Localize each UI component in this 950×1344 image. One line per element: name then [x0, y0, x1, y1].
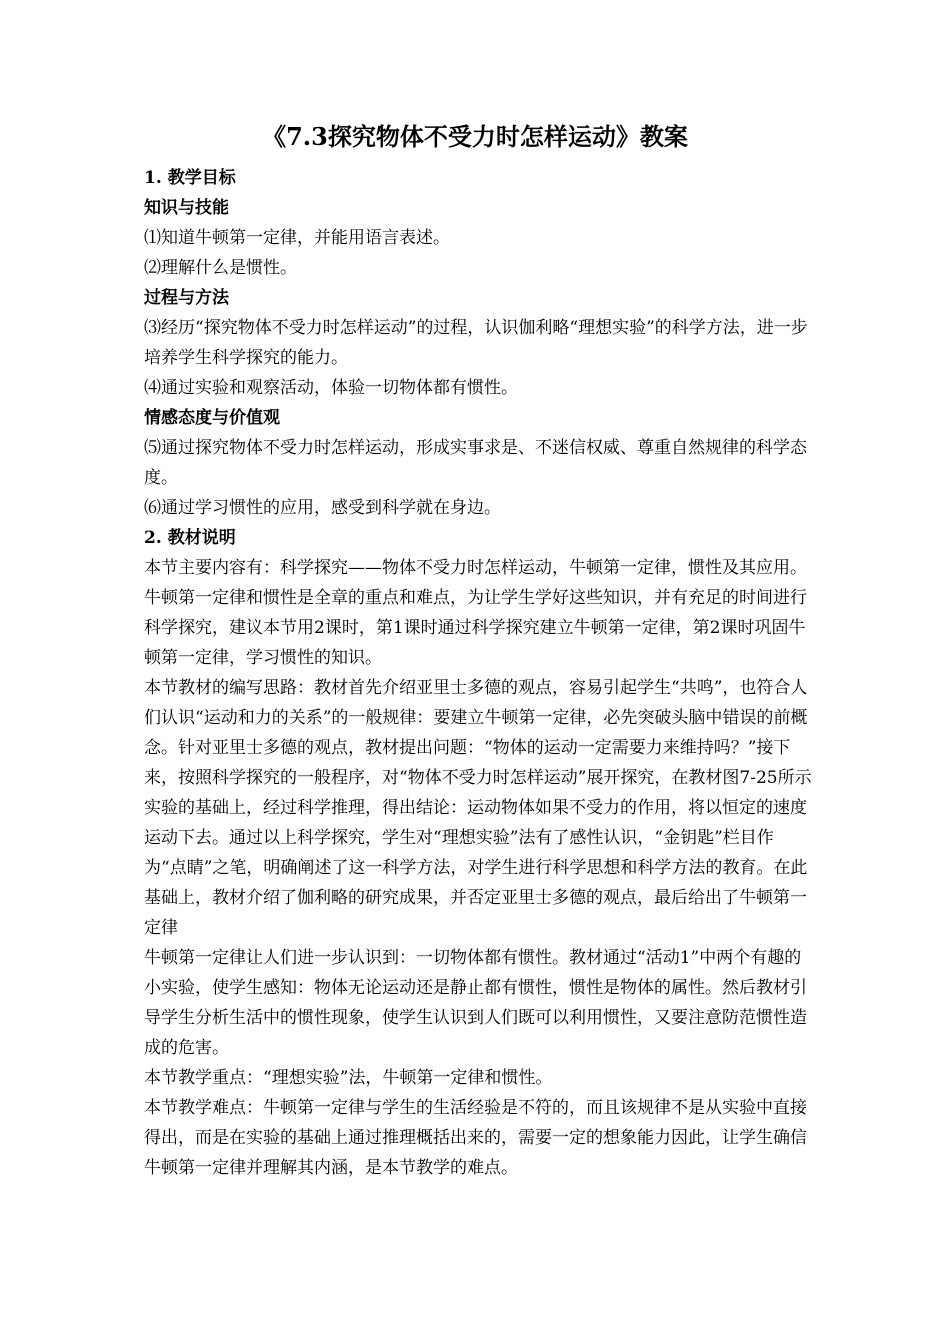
section-number: 1. [144, 168, 162, 188]
subheading-attitude-values: 情感态度与价值观 [144, 408, 280, 428]
body-paragraph: 本节教材的编写思路：教材首先介绍亚里士多德的观点，容易引起学生“共鸣”，也符合人们认识“运动和力的关系”的一般规律：要建立牛顿第一定律，必先突破头脑中错误的前概念。针对亚里士多德的观点，教材提出问题：“物体的运动一定需要力来维持吗？”接下来，按照科学探究的一般程序，对“物体不受力时怎样运动”展开探究，在教材图7-25所示实验的基础上，经过科学推理，得出结论：运动物体如果不受力的作用，将以恒定的速度运动下去。通过以上科学探究，学生对“理想实验”法有了感性认识，“金钥匙”栏目作为“点睛”之笔，明确阐述了这一科学方法，对学生进行科学思想和科学方法的教育。在此基础上，教材介绍了伽利略的研究成果，并否定亚里士多德的观点，最后给出了牛顿第一定律 [144, 678, 812, 938]
objective-item: ⑹通过学习惯性的应用，感受到科学就在身边。 [144, 498, 501, 518]
body-paragraph: 牛顿第一定律让人们进一步认识到：一切物体都有惯性。教材通过“活动1”中两个有趣的小实验，使学生感知：物体无论运动还是静止都有惯性，惯性是物体的属性。然后教材引导学生分析生活中的惯性现象，使学生认识到人们既可以利用惯性，又要注意防范惯性造成的危害。 [144, 948, 807, 1058]
objective-item: ⑵理解什么是惯性。 [144, 258, 297, 278]
section-heading-text: 教材说明 [167, 528, 236, 548]
section-heading-materials [144, 523, 814, 553]
section-heading-text: 教学目标 [167, 168, 236, 188]
section-number: 2. [144, 528, 162, 548]
objective-item: ⑴知道牛顿第一定律，并能用语言表述。 [144, 228, 450, 248]
subheading-process-method: 过程与方法 [144, 288, 229, 308]
body-paragraph: 牛顿第一定律和惯性是全章的重点和难点，为让学生学好这些知识，并有充足的时间进行科学探究，建议本节用2课时，第1课时通过科学探究建立牛顿第一定律，第2课时巩固牛顿第一定律，学习惯性的知识。 [144, 588, 807, 668]
body-paragraph: 本节主要内容有：科学探究——物体不受力时怎样运动，牛顿第一定律，惯性及其应用。 [144, 558, 807, 578]
objective-item: ⑷通过实验和观察活动，体验一切物体都有惯性。 [144, 378, 518, 398]
body-paragraph: 本节教学难点：牛顿第一定律与学生的生活经验是不符的，而且该规律不是从实验中直接得出，而是在实验的基础上通过推理概括出来的，需要一定的想象能力因此，让学生确信牛顿第一定律并理解其内涵，是本节教学的难点。 [144, 1098, 807, 1178]
subheading-knowledge-skills: 知识与技能 [144, 198, 229, 218]
document-body [144, 163, 814, 1183]
section-heading-objectives [144, 163, 814, 193]
document-title: 《7.3探究物体不受力时怎样运动》教案 [262, 122, 688, 151]
body-paragraph: 本节教学重点：“理想实验”法，牛顿第一定律和惯性。 [144, 1068, 553, 1088]
objective-item: ⑶经历“探究物体不受力时怎样运动”的过程，认识伽利略“理想实验”的科学方法，进一步培养学生科学探究的能力。 [144, 318, 808, 368]
objective-item: ⑸通过探究物体不受力时怎样运动，形成实事求是、不迷信权威、尊重自然规律的科学态度。 [144, 438, 807, 488]
